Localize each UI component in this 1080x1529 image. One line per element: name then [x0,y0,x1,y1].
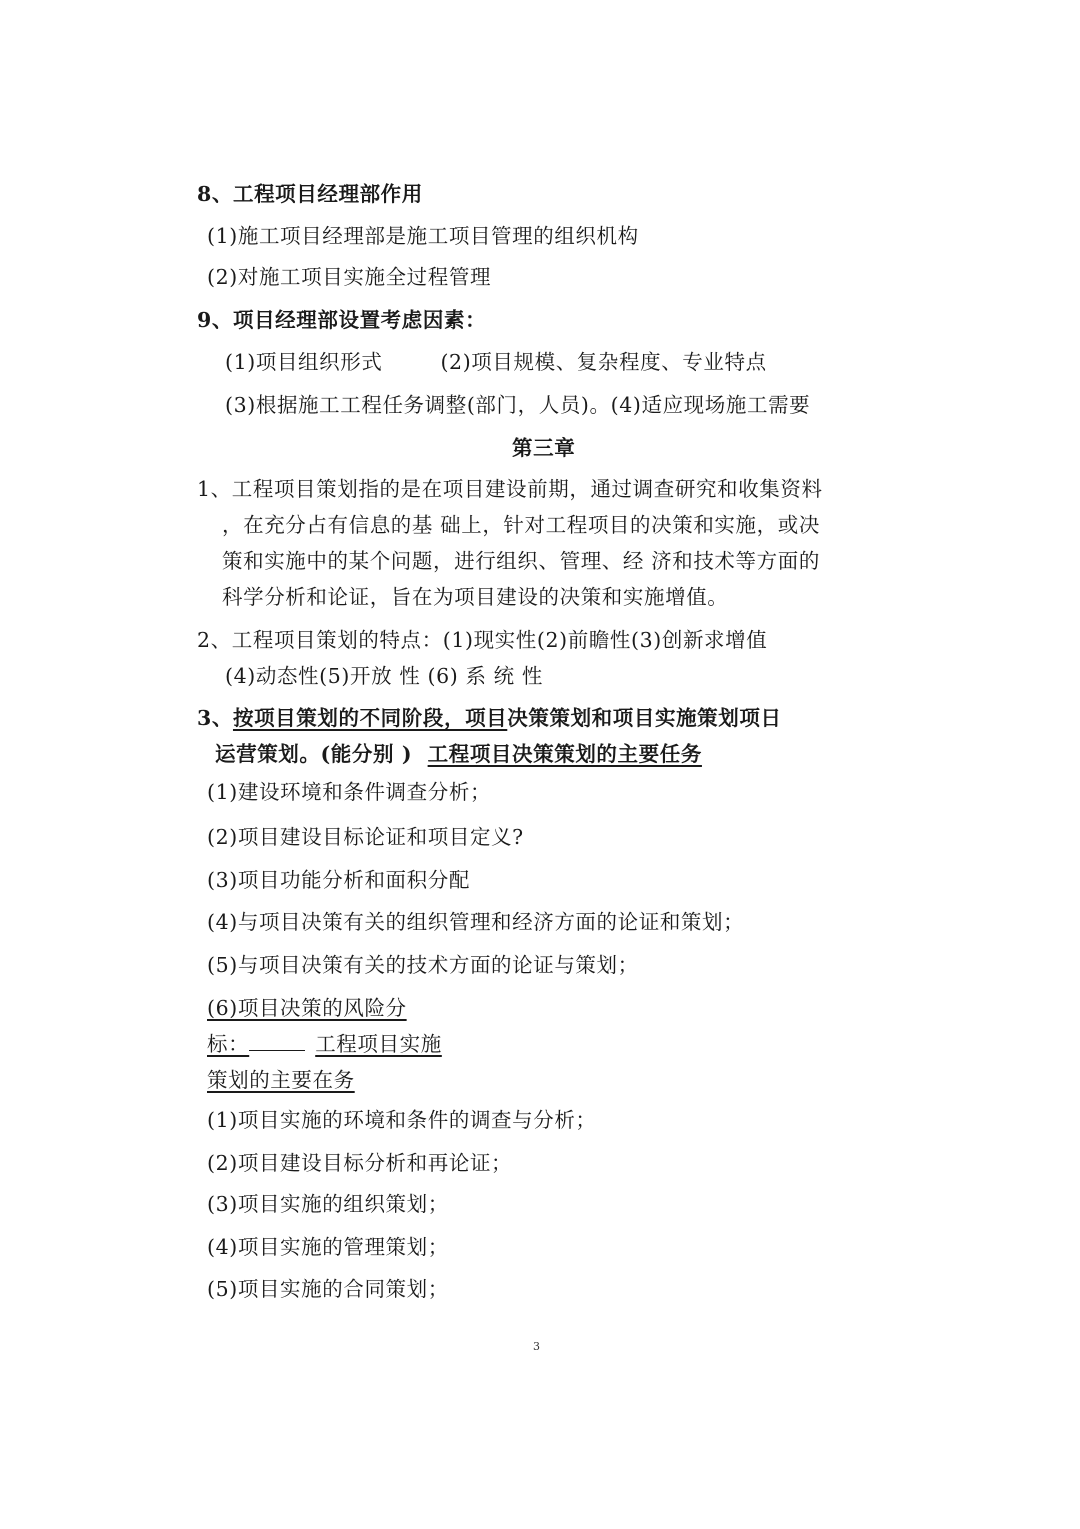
q1-line-1: 1、工程项目策划指的是在项目建设前期，通过调查研究和收集资料 [197,477,823,501]
q3-line-2-a: 运营策划。(能分别 ) [215,742,413,766]
decision-item-5: (5)与项目决策有关的技术方面的论证与策划； [207,953,639,977]
q2-line-1: 2、工程项目策划的特点：(1)现实性(2)前瞻性(3)创新求增值 [197,628,768,652]
item-6-line-2 [207,1031,442,1057]
chapter-heading: 第三章 [512,436,576,460]
item-6-tail: 标： [207,1032,250,1056]
decision-item-2: (2)项目建设目标论证和项目定义? [207,825,524,849]
q1-line-4: 科学分析和论证，旨在为项目建设的决策和实施增值。 [222,585,729,609]
impl-tasks-heading-part-2: 策划的主要在务 [207,1068,355,1092]
decision-item-3: (3)项目功能分析和面积分配 [207,868,470,892]
section-9-factor-1: (1)项目组织形式 [225,350,383,374]
q1-line-2: ，在充分占有信息的基 础上，针对工程项目的决策和实施，或决 [222,513,820,537]
section-8-item-1: (1)施工项目经理部是施工项目管理的组织机构 [207,224,639,248]
decision-item-1: (1)建设环境和条件调查分析； [207,780,492,804]
q3-line-2 [215,741,702,767]
impl-item-3: (3)项目实施的组织策划； [207,1192,449,1216]
section-8-title: 8、工程项目经理部作用 [197,182,423,206]
section-8-item-2: (2)对施工项目实施全过程管理 [207,265,492,289]
decision-item-4: (4)与项目决策有关的组织管理和经济方面的论证和策划； [207,910,745,934]
q3-prefix: 3、 [197,706,233,730]
page-number: 3 [533,1340,540,1353]
q2-line-2: (4)动态性(5)开放 性 (6) 系 统 性 [225,664,543,688]
q3-underlined-text: 按项目策划的不同阶段，项目 [232,706,508,730]
impl-item-1: (1)项目实施的环境和条件的调查与分析； [207,1108,597,1132]
q3-line-1-rest: 决策策划和项目实施策划项日 [507,706,782,730]
impl-item-5: (5)项目实施的合同策划； [207,1277,449,1301]
q1-line-3: 策和实施中的某个问题，进行组织、管理、经 济和技术等方面的 [222,549,820,573]
impl-item-4: (4)项目实施的管理策划； [207,1235,449,1259]
decision-tasks-heading: 工程项目决策策划的主要任务 [427,742,702,766]
impl-tasks-heading-part-1: 工程项目实施 [315,1032,442,1056]
decision-item-6: (6)项目决策的风险分 [207,996,407,1020]
blank-line [249,1032,305,1051]
q3-line-1 [197,705,782,731]
section-9-row-1 [225,349,767,375]
section-9-row-2: (3)根据施工工程任务调整(部门，人员)。(4)适应现场施工需要 [225,393,811,417]
section-9-factor-2: (2)项目规模、复杂程度、专业特点 [440,350,767,374]
section-9-title: 9、项目经理部设置考虑因素： [197,308,487,332]
impl-item-2: (2)项目建设目标分析和再论证； [207,1151,513,1175]
